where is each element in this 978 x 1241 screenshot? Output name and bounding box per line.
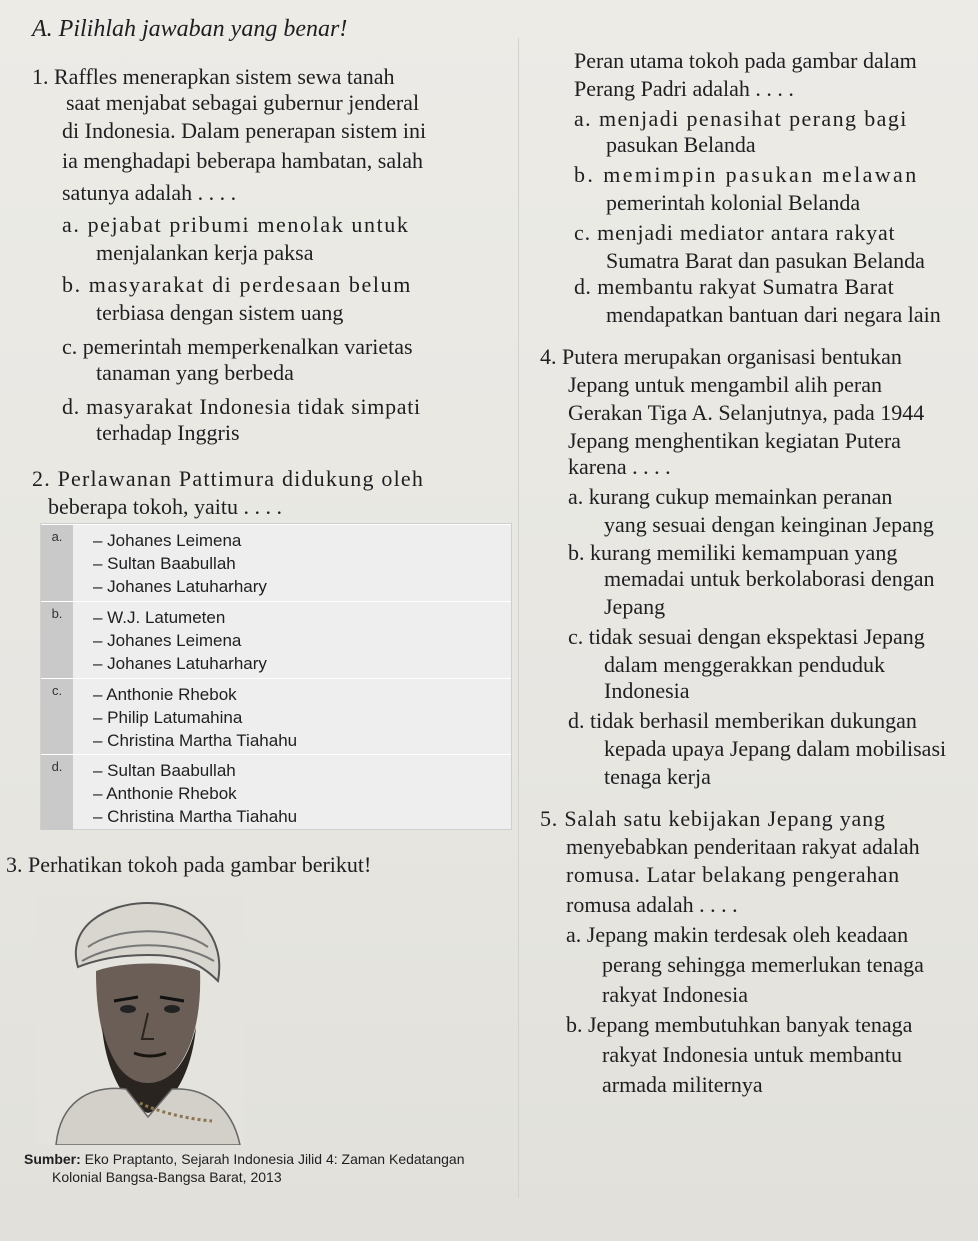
q2-line: 2. Perlawanan Pattimura didukung oleh <box>32 466 425 491</box>
q4-option-b-cont: Jepang <box>604 594 666 619</box>
q4-option-a[interactable]: a. kurang cukup memainkan peranan <box>568 484 893 509</box>
q1-option-c[interactable]: c. pemerintah memperkenalkan varietas <box>62 334 413 359</box>
section-heading: A. Pilihlah jawaban yang benar! <box>32 16 348 42</box>
q3-option-a-cont: pasukan Belanda <box>606 132 756 157</box>
tokoh-name: – Johanes Leimena <box>93 631 242 650</box>
q3-option-d-cont: mendapatkan bantuan dari negara lain <box>606 302 941 327</box>
q5-option-a-cont: perang sehingga memerlukan tenaga <box>602 952 924 977</box>
q3-line: 3. Perhatikan tokoh pada gambar berikut! <box>6 852 372 877</box>
q4-option-d-cont: tenaga kerja <box>604 764 711 789</box>
tokoh-name: – Anthonie Rhebok <box>93 784 237 803</box>
tokoh-name: – Philip Latumahina <box>93 708 243 727</box>
q4-option-d-cont: kepada upaya Jepang dalam mobilisasi <box>604 736 947 761</box>
q4-option-d[interactable]: d. tidak berhasil memberikan dukungan <box>568 708 917 733</box>
q1-line: satunya adalah . . . . <box>62 180 237 205</box>
q2-option-c[interactable] <box>41 678 511 754</box>
q4-line: 4. Putera merupakan organisasi bentukan <box>540 344 902 369</box>
q1-option-d[interactable]: d. masyarakat Indonesia tidak simpati <box>62 394 421 419</box>
q1-option-b-cont: terbiasa dengan sistem uang <box>96 300 344 325</box>
q4-option-a-cont: yang sesuai dengan keinginan Jepang <box>604 512 934 537</box>
tokoh-name: – Johanes Leimena <box>93 531 242 550</box>
q3-option-a[interactable]: a. menjadi penasihat perang bagi <box>574 106 908 131</box>
q3-option-c-cont: Sumatra Barat dan pasukan Belanda <box>606 248 925 273</box>
q5-line: romusa. Latar belakang pengerahan <box>566 862 900 887</box>
tokoh-name: – Johanes Latuharhary <box>93 577 267 596</box>
q3-option-d[interactable]: d. membantu rakyat Sumatra Barat <box>574 274 895 299</box>
q4-line: Jepang menghentikan kegiatan Putera <box>568 428 901 453</box>
caption-text: Eko Praptanto, Sejarah Indonesia Jilid 4: Zaman Kedatangan <box>80 1151 465 1167</box>
option-label: b. <box>41 602 73 678</box>
q4-line: karena . . . . <box>568 454 671 479</box>
q2-option-a[interactable] <box>41 524 511 601</box>
q1-line: di Indonesia. Dalam penerapan sistem ini <box>62 118 427 143</box>
q1-option-a[interactable]: a. pejabat pribumi menolak untuk <box>62 212 410 237</box>
q5-option-a-cont: rakyat Indonesia <box>602 982 748 1007</box>
tokoh-name: – Johanes Latuharhary <box>93 654 267 673</box>
q4-option-c-cont: Indonesia <box>604 678 690 703</box>
q1-option-c-cont: tanaman yang berbeda <box>96 360 294 385</box>
q1-option-b[interactable]: b. masyarakat di perdesaan belum <box>62 272 412 297</box>
q5-option-b[interactable]: b. Jepang membutuhkan banyak tenaga <box>566 1012 913 1037</box>
q1-line: ia menghadapi beberapa hambatan, salah <box>62 148 424 173</box>
tokoh-name: – Christina Martha Tiahahu <box>93 807 298 826</box>
q5-option-a[interactable]: a. Jepang makin terdesak oleh keadaan <box>566 922 909 947</box>
q4-option-b[interactable]: b. kurang memiliki kemampuan yang <box>568 540 898 565</box>
q4-line: Jepang untuk mengambil alih peran <box>568 372 883 397</box>
q3-option-b[interactable]: b. memimpin pasukan melawan <box>574 162 919 187</box>
q1-option-a-cont: menjalankan kerja paksa <box>96 240 314 265</box>
q5-line: 5. Salah satu kebijakan Jepang yang <box>540 806 886 831</box>
column-divider <box>518 38 519 1198</box>
q5-option-b-cont: rakyat Indonesia untuk membantu <box>602 1042 902 1067</box>
tokoh-name: – Sultan Baabullah <box>93 554 236 573</box>
q2-line: beberapa tokoh, yaitu . . . . <box>48 494 282 519</box>
image-caption <box>24 1150 504 1186</box>
tokoh-name: – Sultan Baabullah <box>93 761 236 780</box>
q3-option-b-cont: pemerintah kolonial Belanda <box>606 190 861 215</box>
tokoh-name: – W.J. Latumeten <box>93 608 226 627</box>
q2-option-d[interactable] <box>41 754 511 830</box>
q2-options-table <box>40 523 512 830</box>
q3-option-c[interactable]: c. menjadi mediator antara rakyat <box>574 220 896 245</box>
q4-option-c-cont: dalam menggerakkan penduduk <box>604 652 886 677</box>
tokoh-name: – Anthonie Rhebok <box>93 685 237 704</box>
q1-option-d-cont: terhadap Inggris <box>96 420 240 445</box>
tuanku-imam-bonjol-portrait <box>36 897 244 1145</box>
q5-option-b-cont: armada militernya <box>602 1072 763 1097</box>
q2-option-b[interactable] <box>41 601 511 678</box>
q5-line: menyebabkan penderitaan rakyat adalah <box>566 834 920 859</box>
caption-label: Sumber: <box>24 1151 81 1167</box>
caption-text-line2: Kolonial Bangsa-Bangsa Barat, 2013 <box>52 1169 282 1185</box>
tokoh-name: – Christina Martha Tiahahu <box>93 731 298 750</box>
q3-cont-line: Peran utama tokoh pada gambar dalam <box>574 48 917 73</box>
q4-option-b-cont: memadai untuk berkolaborasi dengan <box>604 566 935 591</box>
q4-line: Gerakan Tiga A. Selanjutnya, pada 1944 <box>568 400 925 425</box>
q1-line: saat menjabat sebagai gubernur jenderal <box>66 90 420 115</box>
q1-line: 1. Raffles menerapkan sistem sewa tanah <box>32 64 395 89</box>
option-label: d. <box>41 755 73 830</box>
q4-option-c[interactable]: c. tidak sesuai dengan ekspektasi Jepang <box>568 624 925 649</box>
q3-cont-line: Perang Padri adalah . . . . <box>574 76 794 101</box>
option-label: a. <box>41 525 73 601</box>
option-label: c. <box>41 679 73 754</box>
q5-line: romusa adalah . . . . <box>566 892 738 917</box>
